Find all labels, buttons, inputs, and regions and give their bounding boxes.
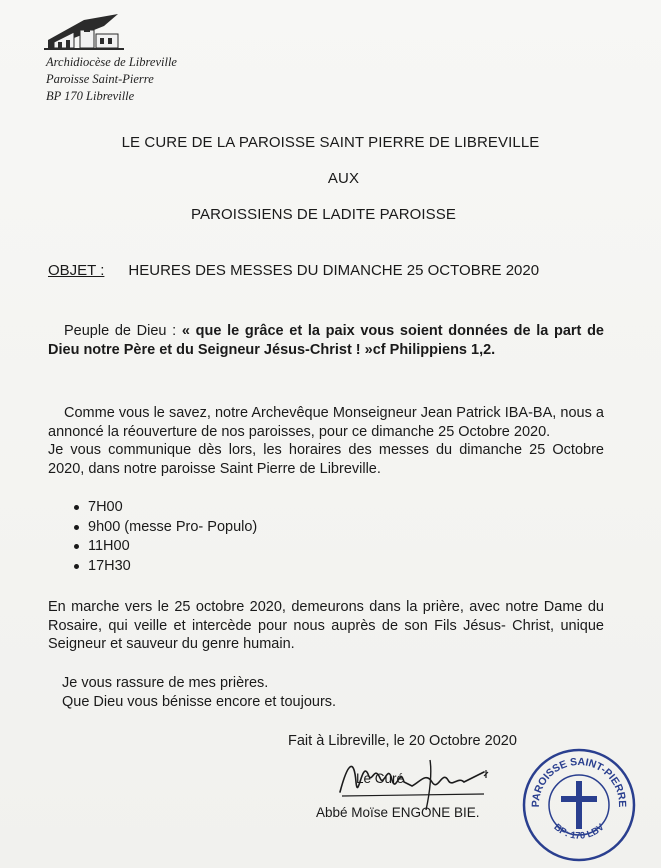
list-item: 17H30 (72, 557, 257, 577)
list-item: 11H00 (72, 537, 257, 557)
place-date: Fait à Libreville, le 20 Octobre 2020 (288, 733, 517, 749)
closing-line-1: Je vous rassure de mes prières. (62, 675, 269, 691)
object-label: OBJET : (48, 262, 105, 279)
prayer-text: En marche vers le 25 octobre 2020, demeurons dans la prière, avec notre Dame du Rosaire, qui veille et intercède pour nous auprès de son Fils Jésus- Christ, unique Seigneur et sauveur du genre humain. (48, 599, 604, 652)
closing (62, 674, 336, 711)
parish-name: Paroisse Saint-Pierre (46, 72, 154, 86)
title-line-1: LE CURE DE LA PAROISSE SAINT PIERRE DE LIBREVILLE (121, 134, 540, 151)
object-line (48, 262, 539, 279)
title-line-2: AUX (327, 170, 360, 187)
signatory-role: Le Curé (356, 771, 405, 786)
greeting-lead: Peuple de Dieu : (64, 323, 177, 339)
prayer-paragraph (48, 598, 604, 654)
cross-icon (561, 781, 597, 829)
closing-line-2: Que Dieu vous bénisse encore et toujours. (62, 693, 337, 710)
schedule-intro: Je vous communique dès lors, les horaires des messes du dimanche 25 Octobre 2020, dans notre paroisse Saint Pierre de Libreville. (48, 442, 604, 477)
object-text: HEURES DES MESSES DU DIMANCHE 25 OCTOBRE 2020 (128, 262, 540, 279)
stamp-top-text: PAROISSE SAINT-PIERRE (529, 755, 629, 808)
parish-logo-icon (44, 12, 124, 52)
stamp-bottom-text: BP: 170 LBV (551, 821, 607, 842)
greeting-quote: « que le grâce et la paix vous soient données de la part de Dieu notre Père et du Seigneur Jésus-Christ ! »cf Philippiens 1,2. (48, 323, 605, 358)
po-box: BP 170 Libreville (46, 89, 135, 103)
diocese-name: Archidiocèse de Libreville (46, 55, 177, 69)
announcement-paragraph (48, 404, 604, 478)
signatory-name: Abbé Moïse ENGONE BIE. (316, 805, 480, 820)
announcement-text: Comme vous le savez, notre Archevêque Monseigneur Jean Patrick IBA-BA, nous a annoncé la réouverture de nos paroisses, pour ce dimanche 25 Octobre 2020. (48, 405, 604, 440)
title-line-3: PAROISSIENS DE LADITE PAROISSE (190, 206, 457, 223)
greeting-paragraph (48, 322, 604, 359)
parish-stamp (520, 746, 638, 864)
mass-times-list (72, 498, 257, 576)
list-item: 7H00 (72, 498, 257, 518)
list-item: 9h00 (messe Pro- Populo) (72, 518, 257, 538)
letterhead (46, 54, 177, 105)
